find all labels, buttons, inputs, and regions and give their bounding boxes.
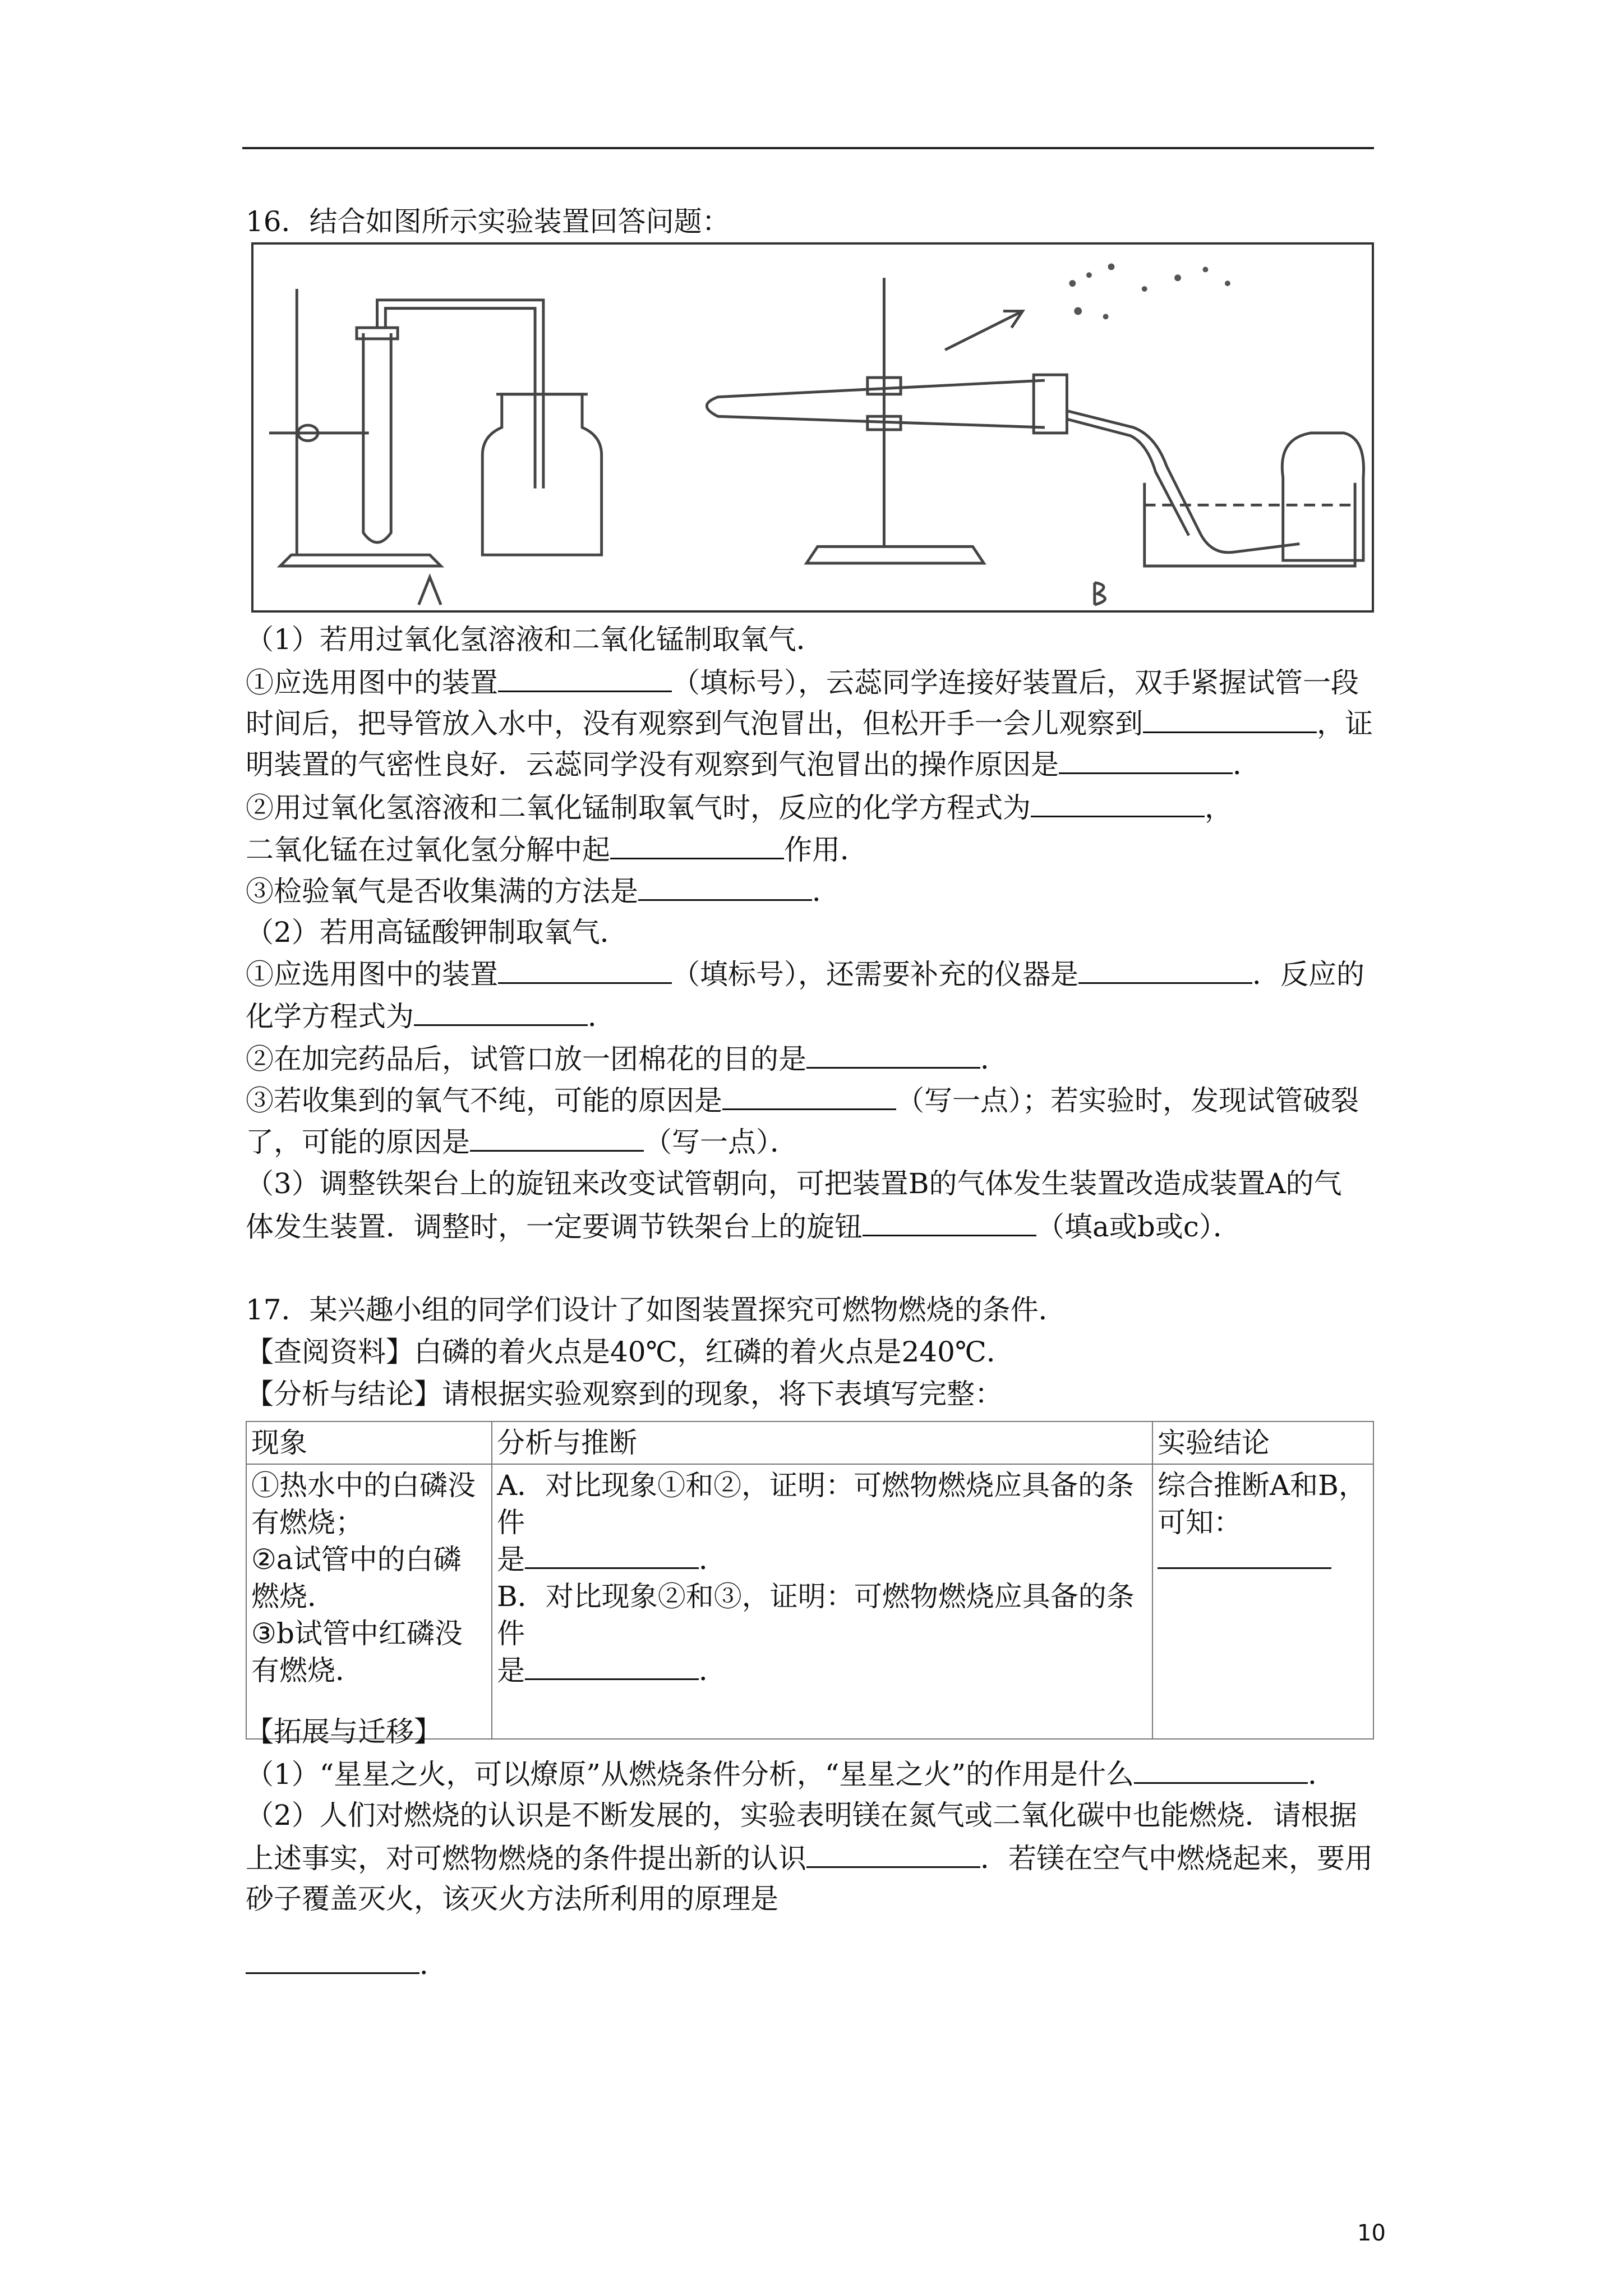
q17-extend-heading: 【拓展与迁移】 (246, 1715, 442, 1748)
q16-part3-line2: 体发生装置．调整时，一定要调节铁架台上的旋钮 （填a或b或c）． (246, 1209, 1241, 1244)
table-header: 现象 (246, 1421, 492, 1464)
q17-info: 【查阅资料】白磷的着火点是40℃，红磷的着火点是240℃． (246, 1336, 1015, 1368)
apparatus-figure (251, 242, 1374, 613)
page-number: 10 (1357, 2220, 1386, 2246)
q17-extend-2-line2: 上述事实，对可燃物燃烧的条件提出新的认识 ．若镁在空气中燃烧起来，要用 (246, 1841, 1373, 1875)
q16-title: 16．结合如图所示实验装置回答问题： (246, 205, 730, 238)
q16-p2-line2: 化学方程式为 ． (246, 999, 616, 1033)
q17-extend-2-line1: （2）人们对燃烧的认识是不断发展的，实验表明镁在氮气或二氧化碳中也能燃烧．请根据 (246, 1799, 1357, 1832)
delivery-tube-b (1067, 411, 1299, 552)
q17-extend-2-line3: 砂子覆盖灭火，该灭火方法所利用的原理是 (246, 1883, 778, 1915)
q16-part2: （2）若用高锰酸钾制取氧气． (246, 916, 628, 949)
answer-blank[interactable] (1059, 747, 1233, 774)
q16-p2-line3: ②在加完药品后，试管口放一团棉花的目的是 ． (246, 1041, 1008, 1076)
q16-p2-line4: ③若收集到的氧气不纯，可能的原因是 （写一点）；若实验时，发现试管破裂 (246, 1083, 1359, 1117)
answer-blank[interactable] (610, 832, 784, 859)
q17-title: 17．某兴趣小组的同学们设计了如图装置探究可燃物燃烧的条件． (246, 1294, 1067, 1326)
q16-p1-line1: ①应选用图中的装置 （填标号），云蕊同学连接好装置后，双手紧握试管一段 (246, 665, 1359, 700)
answer-blank[interactable] (806, 1841, 980, 1868)
analysis-cell: A．对比现象①和②，证明：可燃物燃烧应具备的条件 是 ． B．对比现象②和③，证明：可燃物燃烧应具备的条件 是 ． (492, 1464, 1152, 1739)
q17-extend-2-line4: ． (246, 1947, 448, 1981)
q16-p2-line1: ①应选用图中的装置 （填标号），还需要补充的仪器是 ．反应的 (246, 956, 1364, 991)
q17-extend-1: （1）“星星之火，可以燎原”从燃烧条件分析，“星星之火”的作用是什么 ． (246, 1756, 1336, 1791)
answer-blank[interactable] (498, 956, 672, 984)
answer-blank[interactable] (246, 1947, 419, 1974)
table-row (246, 1464, 1373, 1739)
q16-p1-line6: ③检验氧气是否收集满的方法是 ． (246, 873, 840, 908)
gas-bottle-b (1282, 433, 1363, 560)
q16-p1-line2: 时间后，把导管放入水中，没有观察到气泡冒出，但松开手一会儿观察到 ，证 (246, 706, 1373, 740)
answer-blank[interactable] (638, 873, 812, 901)
apparatus-drawing (253, 245, 1372, 610)
answer-blank[interactable] (525, 1542, 699, 1569)
conclusion-cell: 综合推断A和B， 可知： (1152, 1464, 1373, 1739)
answer-blank[interactable] (863, 1209, 1036, 1236)
answer-blank[interactable] (1134, 1756, 1308, 1784)
q16-p2-line5: 了，可能的原因是 （写一点）． (246, 1124, 798, 1159)
answer-blank[interactable] (1158, 1542, 1331, 1569)
q16-part1: （1）若用过氧化氢溶液和二氧化锰制取氧气． (246, 623, 824, 656)
stand-base-a (280, 555, 441, 566)
answer-blank[interactable] (414, 999, 588, 1026)
table-header: 分析与推断 (492, 1421, 1152, 1464)
answer-blank[interactable] (1031, 790, 1205, 817)
answer-blank[interactable] (1143, 706, 1317, 733)
table-header: 实验结论 (1152, 1421, 1373, 1464)
q17-analysis-heading: 【分析与结论】请根据实验观察到的现象，将下表填写完整： (246, 1378, 1003, 1410)
answer-blank[interactable] (1078, 956, 1252, 984)
water-trough (1145, 483, 1355, 566)
answer-blank[interactable] (806, 1041, 980, 1069)
q16-p1-line3: 明装置的气密性良好．云蕊同学没有观察到气泡冒出的操作原因是 ． (246, 747, 1261, 781)
q16-p1-line4: ②用过氧化氢溶液和二氧化锰制取氧气时，反应的化学方程式为 ， (246, 790, 1233, 825)
q16-p1-line5: 二氧化锰在过氧化氢分解中起 作用． (246, 832, 868, 867)
table-header-row (246, 1421, 1373, 1464)
answer-blank[interactable] (470, 1124, 644, 1152)
q16-part3-line1: （3）调整铁架台上的旋钮来改变试管朝向，可把装置B的气体发生装置改造成装置A的气 (246, 1167, 1342, 1200)
results-table (246, 1421, 1374, 1740)
phenomena-cell: ①热水中的白磷没 有燃烧； ②a试管中的白磷 燃烧． ③b试管中红磷没 有燃烧． (246, 1464, 492, 1739)
test-tube-a (363, 333, 391, 542)
answer-blank[interactable] (722, 1083, 896, 1110)
stand-base-b (806, 546, 984, 563)
test-tube-b (707, 380, 1045, 427)
header-rule (242, 147, 1374, 149)
answer-blank[interactable] (498, 665, 672, 692)
answer-blank[interactable] (525, 1653, 699, 1680)
